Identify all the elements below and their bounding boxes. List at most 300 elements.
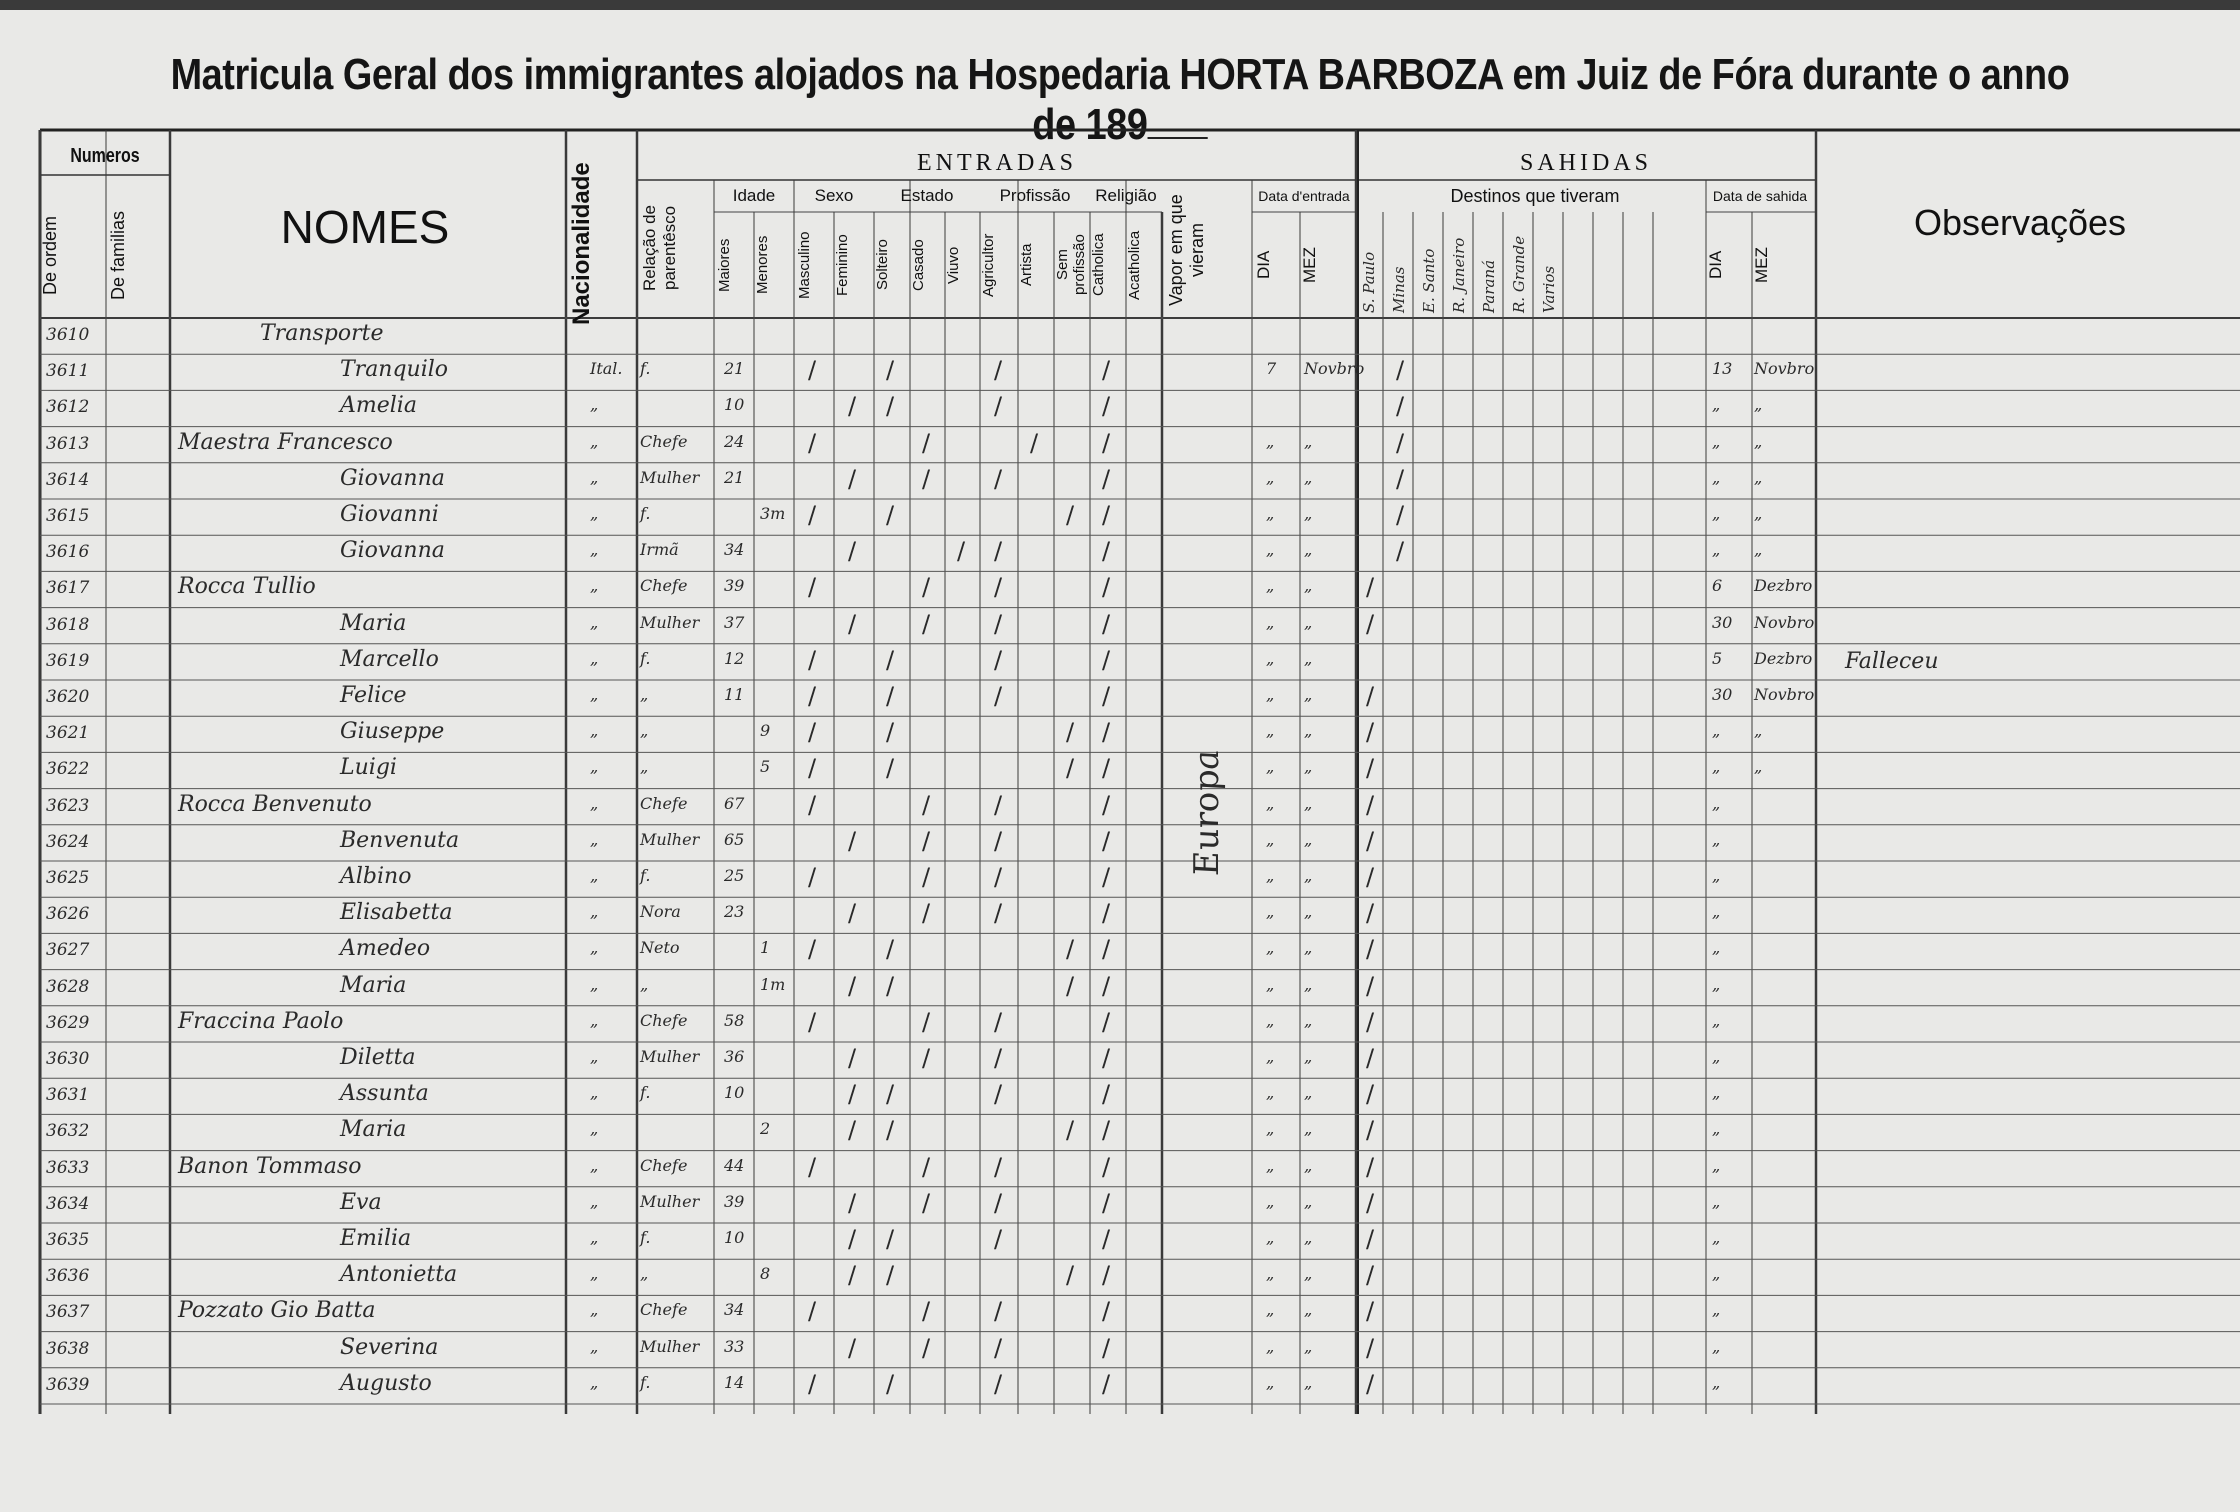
row-mez-sahida: „	[1754, 431, 1763, 451]
row-ordem: 3632	[46, 1121, 90, 1142]
row-maiores: 10	[724, 1228, 745, 1247]
row-relacao: Mulher	[640, 1191, 700, 1211]
row-mez-entrada: „	[1304, 1191, 1313, 1211]
row-ordem: 3611	[46, 361, 90, 382]
row-dia-entrada: „	[1266, 1155, 1275, 1175]
row-relacao: „	[640, 721, 649, 741]
row-tick-catholica: /	[1102, 1225, 1111, 1253]
row-nome: Elisabetta	[340, 900, 453, 926]
row-nacionalidade: „	[590, 1155, 599, 1175]
row-tick-solteiro: /	[886, 971, 895, 1000]
row-tick-masculino: /	[808, 1007, 817, 1036]
row-tick-agricultor: /	[994, 863, 1003, 891]
row-relacao: „	[640, 1264, 649, 1284]
row-tick-destino: /	[1366, 1080, 1375, 1109]
header-religiao: Religião	[1095, 186, 1157, 205]
row-mez-entrada: Novbro	[1304, 359, 1365, 379]
row-tick-agricultor: /	[994, 682, 1003, 710]
row-tick-catholica: /	[1102, 863, 1111, 891]
row-tick-catholica: /	[1102, 754, 1111, 783]
row-nacionalidade: „	[590, 540, 599, 560]
row-mez-entrada: „	[1304, 793, 1313, 813]
row-nacionalidade: „	[590, 793, 599, 813]
row-relacao: f.	[640, 504, 651, 523]
header-sahidas: SAHIDAS	[1519, 150, 1652, 176]
row-tick-destino: /	[1396, 537, 1405, 566]
header-numeros: Numeros	[70, 145, 140, 167]
row-mez-sahida: „	[1754, 757, 1763, 777]
row-dia-sahida: „	[1712, 829, 1721, 849]
row-nome: Amedeo	[340, 936, 431, 962]
row-ordem: 3636	[46, 1266, 90, 1287]
header-nomes: NOMES	[280, 201, 450, 253]
row-ordem: 3616	[46, 542, 90, 563]
row-mez-entrada: „	[1304, 1119, 1313, 1139]
row-ordem: 3620	[46, 687, 90, 707]
row-tick-solteiro: /	[886, 1261, 895, 1290]
row-tick-casado: /	[922, 464, 931, 493]
row-dia-sahida: „	[1712, 1372, 1721, 1392]
header-catholica: Catholica	[1090, 233, 1107, 297]
row-dia-sahida: „	[1712, 1010, 1721, 1030]
row-tick-agricultor: /	[994, 1333, 1003, 1362]
row-nome: Rocca Benvenuto	[178, 791, 372, 817]
row-nacionalidade: „	[590, 685, 599, 704]
row-tick-catholica: /	[1102, 1333, 1111, 1362]
header-relacao: Relação de parentêsco	[640, 205, 679, 292]
row-mez-entrada: „	[1304, 829, 1313, 849]
row-relacao: f.	[640, 648, 651, 668]
row-tick-destino: /	[1396, 464, 1405, 493]
header-destinos: Destinos que tiveram	[1450, 186, 1620, 206]
row-menores: 5	[760, 757, 771, 777]
row-nome: Eva	[340, 1189, 382, 1215]
row-dia-entrada: „	[1266, 1372, 1275, 1392]
row-tick-masculino: /	[808, 356, 817, 385]
row-tick-destino: /	[1366, 863, 1375, 891]
row-mez-entrada: „	[1304, 1047, 1313, 1066]
row-tick-catholica: /	[1102, 1369, 1111, 1398]
row-dia-sahida: „	[1712, 974, 1721, 994]
row-nome: Giovanna	[340, 538, 445, 564]
row-ordem: 3619	[46, 650, 90, 671]
row-ordem: 3625	[46, 868, 90, 888]
row-mez-sahida: „	[1754, 721, 1763, 741]
row-tick-catholica: /	[1102, 428, 1111, 457]
row-mez-entrada: „	[1304, 540, 1313, 560]
row-nacionalidade: „	[590, 1119, 599, 1139]
row-dia-entrada: „	[1266, 504, 1275, 523]
row-tick-destino: /	[1366, 754, 1375, 783]
row-tick-catholica: /	[1102, 971, 1111, 1000]
row-dia-entrada: „	[1266, 1119, 1275, 1139]
row-tick-casado: /	[922, 1152, 931, 1181]
header-dia-entrada: DIA	[1254, 250, 1273, 280]
row-tick-casado: /	[922, 428, 931, 457]
row-ordem: 3622	[46, 759, 90, 780]
row-dia-entrada: „	[1266, 431, 1275, 451]
row-tick-masculino: /	[808, 645, 817, 674]
row-tick-feminino: /	[848, 899, 857, 928]
row-tick-casado: /	[922, 1333, 931, 1362]
row-dia-sahida: 5	[1712, 648, 1723, 668]
row-ordem: 3621	[46, 723, 90, 744]
row-mez-entrada: „	[1304, 1083, 1313, 1103]
row-dia-entrada: „	[1266, 540, 1275, 560]
row-mez-entrada: „	[1304, 1155, 1313, 1175]
row-relacao: Mulher	[640, 1336, 700, 1356]
row-tick-solteiro: /	[886, 718, 895, 747]
row-tick-feminino: /	[848, 971, 857, 1000]
row-tick-destino: /	[1366, 1116, 1375, 1145]
row-relacao: Irmã	[640, 540, 679, 560]
row-nome: Marcello	[340, 646, 439, 672]
row-tick-catholica: /	[1102, 1007, 1111, 1036]
row-relacao: f.	[640, 1228, 651, 1247]
row-dia-entrada: „	[1266, 938, 1275, 958]
row-tick-agricultor: /	[994, 1297, 1003, 1326]
row-nacionalidade: „	[590, 974, 599, 994]
row-tick-sem-profissao: /	[1066, 501, 1075, 529]
row-dia-entrada: „	[1266, 1300, 1275, 1320]
row-nome: Transporte	[260, 321, 384, 346]
row-dia-sahida: 30	[1712, 612, 1733, 632]
row-tick-destino: /	[1396, 501, 1405, 529]
row-tick-destino: /	[1366, 609, 1375, 638]
header-mez-entrada: MEZ	[1300, 247, 1319, 283]
row-tick-feminino: /	[848, 826, 857, 855]
row-nome: Amelia	[340, 393, 417, 419]
row-tick-catholica: /	[1102, 356, 1111, 385]
row-mez-entrada: „	[1304, 576, 1313, 596]
row-dia-entrada: „	[1266, 1083, 1275, 1103]
row-tick-viuvo: /	[957, 537, 966, 566]
row-mez-entrada: „	[1304, 504, 1313, 523]
row-dia-sahida: „	[1712, 1191, 1721, 1211]
row-nome: Maria	[340, 972, 407, 998]
row-tick-sem-profissao: /	[1066, 718, 1075, 747]
row-nacionalidade: „	[590, 1047, 599, 1066]
header-sem-profissao: Sem profissão	[1054, 234, 1088, 296]
row-maiores: 14	[724, 1372, 745, 1392]
row-tick-catholica: /	[1102, 826, 1111, 855]
row-menores: 2	[760, 1119, 771, 1139]
row-nacionalidade: „	[590, 431, 599, 451]
row-dia-sahida: „	[1712, 793, 1721, 813]
row-tick-masculino: /	[808, 428, 817, 457]
header-artista: Artista	[1018, 243, 1035, 287]
row-tick-masculino: /	[808, 1369, 817, 1398]
row-maiores: 25	[724, 866, 745, 885]
row-tick-feminino: /	[848, 609, 857, 638]
row-tick-destino: /	[1396, 428, 1405, 457]
row-nome: Augusto	[340, 1370, 432, 1396]
row-dia-entrada: „	[1266, 1264, 1275, 1284]
row-tick-catholica: /	[1102, 1152, 1111, 1181]
row-ordem: 3614	[46, 469, 90, 490]
row-dia-sahida: „	[1712, 431, 1721, 451]
row-mez-entrada: „	[1304, 1300, 1313, 1320]
row-tick-destino: /	[1366, 790, 1375, 819]
row-tick-destino: /	[1366, 1369, 1375, 1398]
row-tick-agricultor: /	[994, 392, 1003, 421]
row-dia-sahida: „	[1712, 1155, 1721, 1175]
row-ordem: 3634	[46, 1193, 90, 1214]
row-tick-catholica: /	[1102, 790, 1111, 819]
row-tick-destino: /	[1366, 1333, 1375, 1362]
row-mez-entrada: „	[1304, 648, 1313, 668]
row-maiores: 39	[724, 1191, 745, 1211]
row-dia-entrada: „	[1266, 902, 1275, 922]
row-tick-masculino: /	[808, 863, 817, 891]
destino-heading: E. Santo	[1420, 248, 1438, 313]
row-tick-catholica: /	[1102, 392, 1111, 421]
row-relacao: Mulher	[640, 612, 700, 632]
row-relacao: Chefe	[640, 1155, 688, 1175]
row-tick-masculino: /	[808, 682, 817, 710]
row-tick-catholica: /	[1102, 718, 1111, 747]
header-sexo: Sexo	[814, 186, 854, 205]
row-maiores: 34	[724, 1300, 745, 1320]
row-dia-entrada: „	[1266, 612, 1275, 632]
row-dia-sahida: „	[1712, 902, 1721, 922]
row-dia-sahida: 6	[1712, 576, 1723, 596]
row-nome: Benvenuta	[340, 827, 460, 853]
row-ordem: 3610	[46, 325, 90, 345]
row-mez-entrada: „	[1304, 612, 1313, 632]
row-ordem: 3638	[46, 1338, 90, 1359]
row-tick-casado: /	[922, 573, 931, 602]
row-maiores: 11	[724, 685, 745, 704]
row-mez-sahida: Dezbro	[1754, 576, 1813, 596]
row-maiores: 10	[724, 395, 745, 415]
row-nome: Fraccina Paolo	[178, 1008, 344, 1034]
row-relacao: Chefe	[640, 793, 688, 813]
row-tick-destino: /	[1366, 718, 1375, 747]
row-relacao: Neto	[640, 938, 680, 958]
header-casado: Casado	[910, 239, 927, 291]
row-relacao: f.	[640, 1083, 651, 1103]
row-dia-entrada: 7	[1266, 359, 1277, 379]
row-maiores: 21	[724, 359, 745, 379]
header-viuvo: Viuvo	[945, 246, 962, 284]
row-tick-masculino: /	[808, 754, 817, 783]
row-mez-entrada: „	[1304, 974, 1313, 994]
row-nacionalidade: „	[590, 1228, 599, 1247]
row-dia-entrada: „	[1266, 576, 1275, 596]
row-relacao: f.	[640, 1372, 651, 1392]
row-tick-agricultor: /	[994, 1369, 1003, 1398]
row-tick-feminino: /	[848, 537, 857, 566]
row-dia-entrada: „	[1266, 1336, 1275, 1356]
row-nacionalidade: „	[590, 1010, 599, 1030]
row-mez-sahida: „	[1754, 504, 1763, 523]
row-tick-agricultor: /	[994, 356, 1003, 385]
header-masculino: Masculino	[796, 231, 813, 299]
row-dia-entrada: „	[1266, 866, 1275, 885]
header-profissao: Profissão	[999, 186, 1071, 205]
row-nome: Albino	[340, 864, 412, 889]
row-dia-entrada: „	[1266, 829, 1275, 849]
row-ordem: 3617	[46, 578, 90, 599]
row-tick-feminino: /	[848, 1116, 857, 1145]
row-nacionalidade: „	[590, 504, 599, 523]
row-nacionalidade: „	[590, 576, 599, 596]
row-dia-entrada: „	[1266, 685, 1275, 704]
row-ordem: 3633	[46, 1157, 90, 1178]
row-relacao: f.	[640, 359, 651, 379]
row-tick-catholica: /	[1102, 899, 1111, 928]
row-ordem: 3627	[46, 940, 90, 961]
row-tick-destino: /	[1366, 1152, 1375, 1181]
row-dia-sahida: „	[1712, 1228, 1721, 1247]
row-maiores: 23	[724, 902, 745, 922]
row-maiores: 37	[724, 612, 745, 632]
row-ordem: 3613	[46, 433, 90, 454]
row-mez-sahida: Novbro	[1754, 612, 1815, 632]
row-tick-feminino: /	[848, 392, 857, 421]
row-tick-solteiro: /	[886, 1116, 895, 1145]
row-mez-entrada: „	[1304, 431, 1313, 451]
row-tick-feminino: /	[848, 1225, 857, 1253]
row-relacao: Mulher	[640, 829, 700, 849]
destino-heading: R. Grande	[1510, 235, 1528, 313]
row-tick-casado: /	[922, 1044, 931, 1072]
header-data-entrada: Data d'entrada	[1258, 188, 1350, 204]
row-dia-entrada: „	[1266, 974, 1275, 994]
row-tick-destino: /	[1366, 826, 1375, 855]
row-tick-destino: /	[1366, 682, 1375, 710]
row-nome: Felice	[340, 683, 407, 708]
row-mez-sahida: Novbro	[1754, 359, 1815, 379]
row-nacionalidade: „	[590, 938, 599, 958]
destino-heading: Minas	[1390, 266, 1408, 313]
row-dia-sahida: „	[1712, 757, 1721, 777]
row-tick-casado: /	[922, 863, 931, 891]
row-ordem: 3624	[46, 831, 90, 852]
row-tick-agricultor: /	[994, 1044, 1003, 1072]
row-dia-entrada: „	[1266, 1228, 1275, 1247]
row-ordem: 3630	[46, 1049, 90, 1069]
destino-heading: S. Paulo	[1360, 251, 1378, 313]
header-maiores: Maiores	[716, 238, 733, 292]
row-tick-casado: /	[922, 1007, 931, 1036]
row-dia-entrada: „	[1266, 793, 1275, 813]
row-tick-sem-profissao: /	[1066, 1116, 1075, 1145]
row-ordem: 3628	[46, 976, 90, 997]
row-mez-entrada: „	[1304, 467, 1313, 487]
row-nacionalidade: „	[590, 1336, 599, 1356]
row-ordem: 3618	[46, 614, 90, 635]
row-tick-sem-profissao: /	[1066, 754, 1075, 783]
row-tick-destino: /	[1396, 392, 1405, 421]
row-ordem: 3635	[46, 1230, 90, 1250]
row-maiores: 21	[724, 467, 745, 487]
row-relacao: „	[640, 974, 649, 994]
header-observacoes: Observações	[1913, 202, 2127, 243]
row-tick-catholica: /	[1102, 682, 1111, 710]
header-acatholica: Acatholica	[1126, 230, 1143, 300]
row-relacao: Chefe	[640, 431, 688, 451]
row-tick-casado: /	[922, 826, 931, 855]
row-tick-casado: /	[922, 1188, 931, 1217]
row-tick-destino: /	[1366, 899, 1375, 928]
row-dia-sahida: 13	[1712, 359, 1733, 379]
row-mez-entrada: „	[1304, 902, 1313, 922]
row-tick-sem-profissao: /	[1066, 935, 1075, 964]
row-nome: Giovanni	[340, 502, 439, 527]
row-tick-destino: /	[1366, 1297, 1375, 1326]
row-relacao: f.	[640, 866, 651, 885]
row-dia-entrada: „	[1266, 757, 1275, 777]
row-nacionalidade: „	[590, 1191, 599, 1211]
row-relacao: Chefe	[640, 1300, 688, 1320]
row-tick-catholica: /	[1102, 1044, 1111, 1072]
row-dia-sahida: „	[1712, 866, 1721, 885]
row-tick-catholica: /	[1102, 645, 1111, 674]
header-mez-sahida: MEZ	[1752, 247, 1771, 283]
row-nacionalidade: „	[590, 866, 599, 885]
row-tick-catholica: /	[1102, 1080, 1111, 1109]
row-tick-agricultor: /	[994, 899, 1003, 928]
row-nacionalidade: „	[590, 721, 599, 741]
row-menores: 9	[760, 721, 771, 741]
row-ordem: 3612	[46, 397, 90, 418]
row-nacionalidade: „	[590, 1083, 599, 1103]
row-maiores: 34	[724, 540, 745, 560]
row-nome: Assunta	[340, 1081, 429, 1107]
row-tick-catholica: /	[1102, 537, 1111, 566]
row-mez-sahida: „	[1754, 467, 1763, 487]
row-relacao: „	[640, 757, 649, 777]
row-nacionalidade: „	[590, 612, 599, 632]
row-tick-catholica: /	[1102, 1261, 1111, 1290]
row-tick-catholica: /	[1102, 1297, 1111, 1326]
row-tick-solteiro: /	[886, 392, 895, 421]
row-tick-agricultor: /	[994, 1188, 1003, 1217]
row-nome: Emilia	[340, 1226, 412, 1251]
row-tick-feminino: /	[848, 1044, 857, 1072]
row-dia-entrada: „	[1266, 648, 1275, 668]
row-tick-masculino: /	[808, 935, 817, 964]
row-nome: Pozzato Gio Batta	[178, 1298, 376, 1324]
row-nome: Giovanna	[340, 465, 445, 491]
row-maiores: 12	[724, 648, 745, 668]
row-tick-masculino: /	[808, 501, 817, 529]
row-dia-sahida: „	[1712, 1264, 1721, 1284]
row-tick-casado: /	[922, 1297, 931, 1326]
row-nacionalidade: „	[590, 467, 599, 487]
row-relacao: Chefe	[640, 576, 688, 596]
row-ordem: 3637	[46, 1302, 90, 1323]
row-tick-solteiro: /	[886, 1080, 895, 1109]
row-maiores: 10	[724, 1083, 745, 1103]
row-relacao: Chefe	[640, 1010, 688, 1030]
row-tick-destino: /	[1366, 1225, 1375, 1253]
row-tick-agricultor: /	[994, 1152, 1003, 1181]
row-tick-artista: /	[1030, 428, 1039, 457]
row-dia-sahida: „	[1712, 721, 1721, 741]
row-nacionalidade: „	[590, 829, 599, 849]
row-nome: Severina	[340, 1334, 439, 1360]
row-ordem: 3631	[46, 1085, 90, 1106]
row-menores: 1	[760, 938, 771, 958]
row-menores: 1m	[760, 974, 786, 994]
row-mez-entrada: „	[1304, 1228, 1313, 1247]
row-tick-destino: /	[1396, 356, 1405, 385]
row-mez-sahida: Novbro	[1754, 685, 1815, 704]
row-nome: Maria	[340, 1117, 407, 1143]
